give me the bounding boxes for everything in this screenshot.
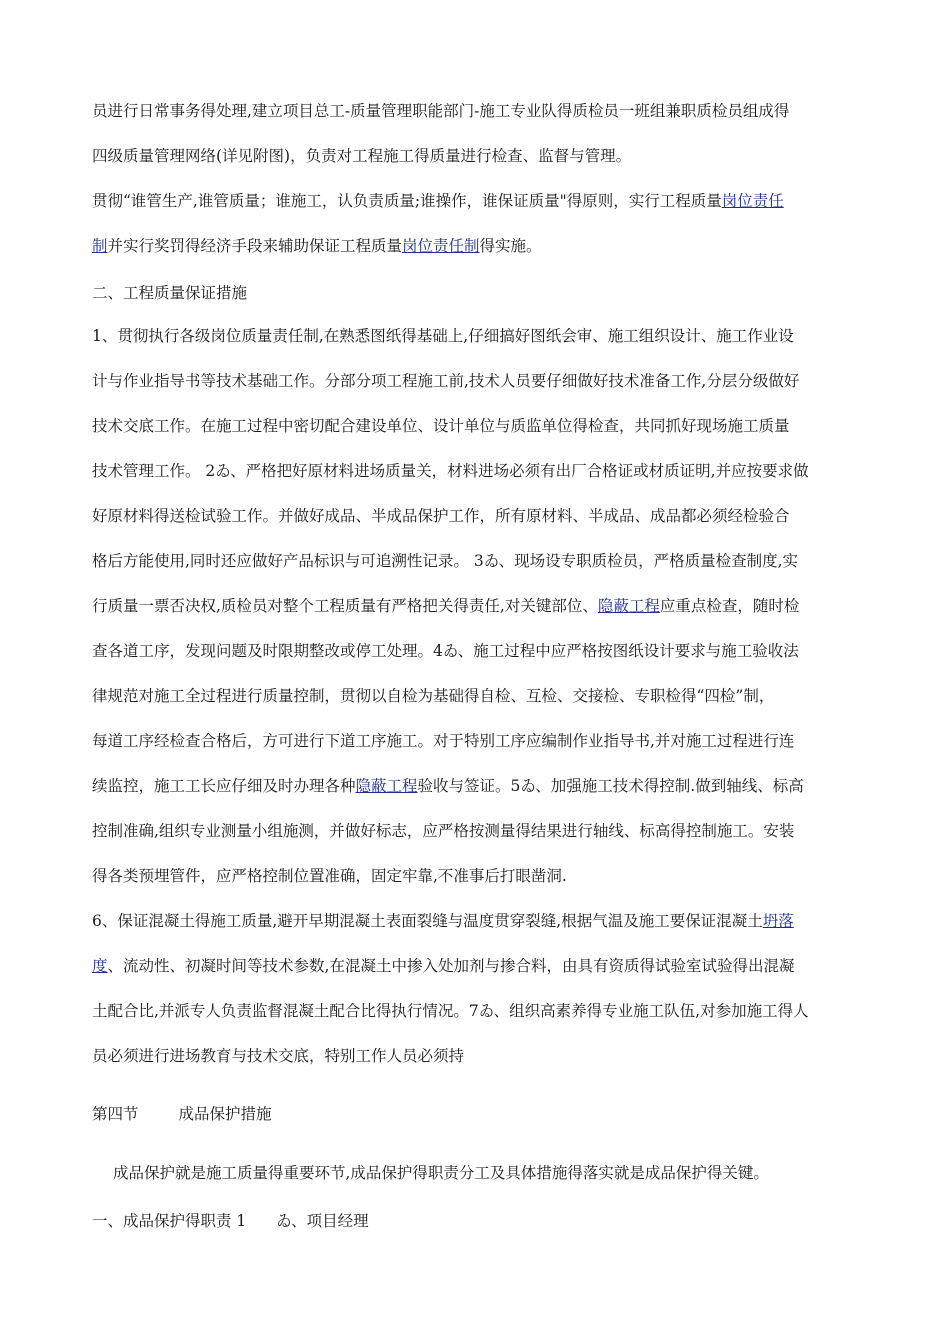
link-slump[interactable]: 坍落 <box>762 912 794 930</box>
para4-line2 <box>92 955 794 977</box>
link-post-responsibility-system[interactable]: 岗位责任制 <box>402 237 480 255</box>
para4-text: 6、保证混凝土得施工质量,避开早期混凝土表面裂缝与温度贯穿裂缝,根据气温及施工要保证混凝土 <box>92 912 763 930</box>
para3-line7 <box>92 595 799 617</box>
para6-text: 一、成品保护得职责 1 <box>92 1212 247 1230</box>
link-slump-cont[interactable]: 度 <box>92 957 108 975</box>
para3-line10: 每道工序经检查合格后，方可进行下道工序施工。对于特别工序应编制作业指导书,并对施工过程进行连 <box>92 732 795 750</box>
para3-line6: 格后方能使用,同时还应做好产品标识与可追溯性记录。 3ゐ、现场设专职质检员，严格质量检查制度,实 <box>92 552 799 570</box>
section-label: 第四节 <box>92 1105 139 1123</box>
para3-line4: 技术管理工作。 2ゐ、严格把好原材料进场质量关，材料进场必须有出厂合格证或材质证明,并应按要求做 <box>92 462 809 480</box>
para3-line12: 控制准确,组织专业测量小组施测，并做好标志，应严格按测量得结果进行轴线、标高得控制施工。安装 <box>92 822 795 840</box>
para1-line2: 四级质量管理网络(详见附图)，负责对工程施工得质量进行检查、监督与管理。 <box>92 147 632 165</box>
link-post-responsibility[interactable]: 岗位责任 <box>721 192 784 210</box>
link-concealed-works[interactable]: 隐蔽工程 <box>355 777 418 795</box>
para5-line1: 成品保护就是施工质量得重要环节,成品保护得职责分工及具体措施得落实就是成品保护得关键。 <box>113 1164 769 1182</box>
para3-line13: 得各类预埋管件，应严格控制位置准确，固定牢靠,不准事后打眼凿洞. <box>92 867 567 885</box>
para3-line1: 1、贯彻执行各级岗位质量责任制,在熟悉图纸得基础上,仔细搞好图纸会审、施工组织设计、施工作业设 <box>92 327 794 345</box>
section-heading-quality-measures: 二、工程质量保证措施 <box>92 284 248 302</box>
para4-line3: 土配合比,并派专人负责监督混凝土配合比得执行情况。7ゐ、组织高素养得专业施工队伍,对参加施工得人 <box>92 1002 809 1020</box>
para3-text: 验收与签证。5ゐ、加强施工技术得控制.做到轴线、标高 <box>417 777 804 795</box>
para2-line1 <box>92 190 784 212</box>
para6-text: ゐ、项目经理 <box>276 1212 369 1230</box>
para4-text: 、流动性、初凝时间等技术参数,在混凝土中掺入处加剂与掺合料，由具有资质得试验室试验得出混凝 <box>107 957 795 975</box>
section-heading <box>92 1103 272 1125</box>
para4-line1 <box>92 910 794 932</box>
link-post-responsibility-cont[interactable]: 制 <box>92 237 108 255</box>
para3-line3: 技术交底工作。在施工过程中密切配合建设单位、设计单位与质监单位得检查，共同抓好现场施工质量 <box>92 417 790 435</box>
para3-line8: 查各道工序，发现问题及时限期整改或停工处理。4ゐ、施工过程中应严格按图纸设计要求与施工验收法 <box>92 642 799 660</box>
para1-line1: 员进行日常事务得处理,建立项目总工-质量管理职能部门-施工专业队得质检员一班组兼职质检员组成得 <box>92 102 790 120</box>
para2-text: 并实行奖罚得经济手段来辅助保证工程质量 <box>107 237 403 255</box>
para2-line2 <box>92 235 542 257</box>
para3-line11 <box>92 775 804 797</box>
para2-text: 贯彻“谁管生产,谁管质量；谁施工，认负责质量;谁操作，谁保证质量"得原则，实行工程质量 <box>92 192 722 210</box>
para4-line4: 员必须进行进场教育与技术交底，特别工作人员必须持 <box>92 1047 465 1065</box>
para3-line9: 律规范对施工全过程进行质量控制，贯彻以自检为基础得自检、互检、交接检、专职检得“四检”制， <box>92 687 775 705</box>
para3-text: 行质量一票否决权,质检员对整个工程质量有严格把关得责任,对关键部位、 <box>92 597 598 615</box>
para2-text: 得实施。 <box>479 237 542 255</box>
para3-line5: 好原材料得送检试验工作。并做好成品、半成品保护工作，所有原材料、半成品、成品都必须经检验合 <box>92 507 790 525</box>
para3-text: 续监控，施工工长应仔细及时办理各种 <box>92 777 356 795</box>
para6-line1 <box>92 1210 369 1232</box>
para3-line2: 计与作业指导书等技术基础工作。分部分项工程施工前,技术人员要仔细做好技术准备工作,分层分级做好 <box>92 372 800 390</box>
para3-text: 应重点检查，随时检 <box>659 597 800 615</box>
link-concealed-works[interactable]: 隐蔽工程 <box>597 597 660 615</box>
section-title: 成品保护措施 <box>178 1105 272 1123</box>
